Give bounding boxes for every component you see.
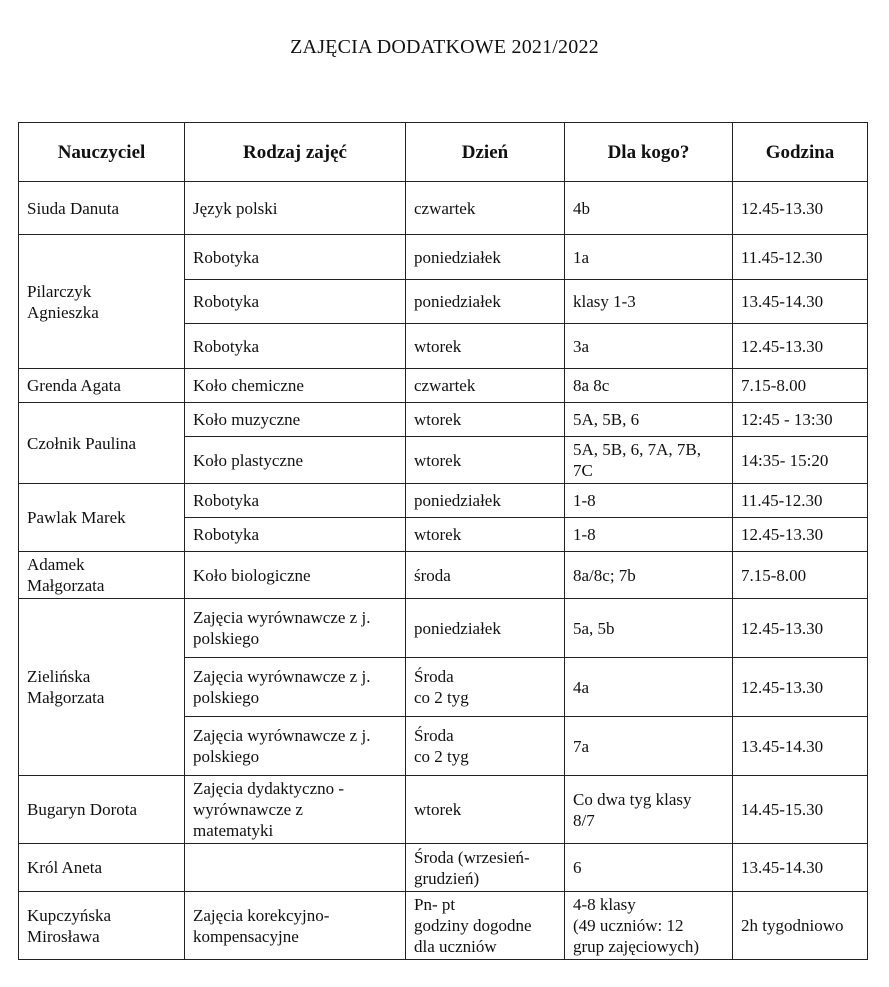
class-type-cell: Zajęcia dydaktyczno - wyrównawcze z matematyki bbox=[185, 776, 406, 844]
time-cell: 12.45-13.30 bbox=[733, 658, 868, 717]
time-cell: 12.45-13.30 bbox=[733, 182, 868, 235]
table-row bbox=[19, 892, 868, 960]
header-time: Godzina bbox=[733, 123, 868, 182]
time-cell: 7.15-8.00 bbox=[733, 369, 868, 403]
day-cell: Pn- pt godziny dogodne dla uczniów bbox=[406, 892, 565, 960]
class-type-cell: Zajęcia wyrównawcze z j. polskiego bbox=[185, 717, 406, 776]
day-cell: wtorek bbox=[406, 776, 565, 844]
table-row bbox=[19, 599, 868, 658]
class-type-cell bbox=[185, 844, 406, 892]
class-type-cell: Robotyka bbox=[185, 518, 406, 552]
table-row bbox=[19, 484, 868, 518]
time-cell: 13.45-14.30 bbox=[733, 280, 868, 324]
day-cell: Środa co 2 tyg bbox=[406, 717, 565, 776]
time-cell: 13.45-14.30 bbox=[733, 717, 868, 776]
class-type-cell: Koło plastyczne bbox=[185, 437, 406, 484]
time-cell: 14:35- 15:20 bbox=[733, 437, 868, 484]
audience-cell: Co dwa tyg klasy 8/7 bbox=[565, 776, 733, 844]
class-type-cell: Robotyka bbox=[185, 235, 406, 280]
time-cell: 11.45-12.30 bbox=[733, 484, 868, 518]
audience-cell: 1a bbox=[565, 235, 733, 280]
audience-cell: 4b bbox=[565, 182, 733, 235]
teacher-cell: Siuda Danuta bbox=[19, 182, 185, 235]
audience-cell: 8a 8c bbox=[565, 369, 733, 403]
day-cell: poniedziałek bbox=[406, 599, 565, 658]
day-cell: czwartek bbox=[406, 182, 565, 235]
table-row bbox=[19, 776, 868, 844]
header-teacher: Nauczyciel bbox=[19, 123, 185, 182]
teacher-cell: Czołnik Paulina bbox=[19, 403, 185, 484]
audience-cell: 3a bbox=[565, 324, 733, 369]
time-cell: 7.15-8.00 bbox=[733, 552, 868, 599]
time-cell: 13.45-14.30 bbox=[733, 844, 868, 892]
class-type-cell: Zajęcia korekcyjno- kompensacyjne bbox=[185, 892, 406, 960]
audience-cell: 5a, 5b bbox=[565, 599, 733, 658]
audience-cell: 7a bbox=[565, 717, 733, 776]
table-row bbox=[19, 369, 868, 403]
time-cell: 12.45-13.30 bbox=[733, 324, 868, 369]
schedule-table bbox=[18, 122, 868, 960]
day-cell: Środa (wrzesień- grudzień) bbox=[406, 844, 565, 892]
class-type-cell: Robotyka bbox=[185, 324, 406, 369]
day-cell: środa bbox=[406, 552, 565, 599]
audience-cell: 1-8 bbox=[565, 484, 733, 518]
class-type-cell: Robotyka bbox=[185, 280, 406, 324]
table-row bbox=[19, 844, 868, 892]
audience-cell: 4-8 klasy (49 uczniów: 12 grup zajęciowych) bbox=[565, 892, 733, 960]
day-cell: wtorek bbox=[406, 518, 565, 552]
audience-cell: 5A, 5B, 6, 7A, 7B, 7C bbox=[565, 437, 733, 484]
audience-cell: 8a/8c; 7b bbox=[565, 552, 733, 599]
day-cell: poniedziałek bbox=[406, 235, 565, 280]
header-audience: Dla kogo? bbox=[565, 123, 733, 182]
audience-cell: klasy 1-3 bbox=[565, 280, 733, 324]
table-row bbox=[19, 182, 868, 235]
audience-cell: 5A, 5B, 6 bbox=[565, 403, 733, 437]
class-type-cell: Zajęcia wyrównawcze z j. polskiego bbox=[185, 658, 406, 717]
teacher-cell: Kupczyńska Mirosława bbox=[19, 892, 185, 960]
table-row bbox=[19, 403, 868, 437]
table-row bbox=[19, 235, 868, 280]
header-day: Dzień bbox=[406, 123, 565, 182]
time-cell: 11.45-12.30 bbox=[733, 235, 868, 280]
teacher-cell: Pilarczyk Agnieszka bbox=[19, 235, 185, 369]
teacher-cell: Pawlak Marek bbox=[19, 484, 185, 552]
class-type-cell: Koło biologiczne bbox=[185, 552, 406, 599]
class-type-cell: Język polski bbox=[185, 182, 406, 235]
header-row bbox=[19, 123, 868, 182]
schedule-body bbox=[19, 182, 868, 960]
teacher-cell: Adamek Małgorzata bbox=[19, 552, 185, 599]
day-cell: Środa co 2 tyg bbox=[406, 658, 565, 717]
class-type-cell: Robotyka bbox=[185, 484, 406, 518]
day-cell: czwartek bbox=[406, 369, 565, 403]
teacher-cell: Bugaryn Dorota bbox=[19, 776, 185, 844]
time-cell: 12.45-13.30 bbox=[733, 599, 868, 658]
time-cell: 12:45 - 13:30 bbox=[733, 403, 868, 437]
table-row bbox=[19, 552, 868, 599]
time-cell: 14.45-15.30 bbox=[733, 776, 868, 844]
day-cell: wtorek bbox=[406, 324, 565, 369]
teacher-cell: Król Aneta bbox=[19, 844, 185, 892]
class-type-cell: Zajęcia wyrównawcze z j. polskiego bbox=[185, 599, 406, 658]
day-cell: poniedziałek bbox=[406, 280, 565, 324]
time-cell: 12.45-13.30 bbox=[733, 518, 868, 552]
page-title: ZAJĘCIA DODATKOWE 2021/2022 bbox=[290, 36, 599, 58]
day-cell: poniedziałek bbox=[406, 484, 565, 518]
time-cell: 2h tygodniowo bbox=[733, 892, 868, 960]
teacher-cell: Zielińska Małgorzata bbox=[19, 599, 185, 776]
class-type-cell: Koło muzyczne bbox=[185, 403, 406, 437]
day-cell: wtorek bbox=[406, 437, 565, 484]
audience-cell: 1-8 bbox=[565, 518, 733, 552]
audience-cell: 4a bbox=[565, 658, 733, 717]
header-class-type: Rodzaj zajęć bbox=[185, 123, 406, 182]
teacher-cell: Grenda Agata bbox=[19, 369, 185, 403]
class-type-cell: Koło chemiczne bbox=[185, 369, 406, 403]
audience-cell: 6 bbox=[565, 844, 733, 892]
day-cell: wtorek bbox=[406, 403, 565, 437]
